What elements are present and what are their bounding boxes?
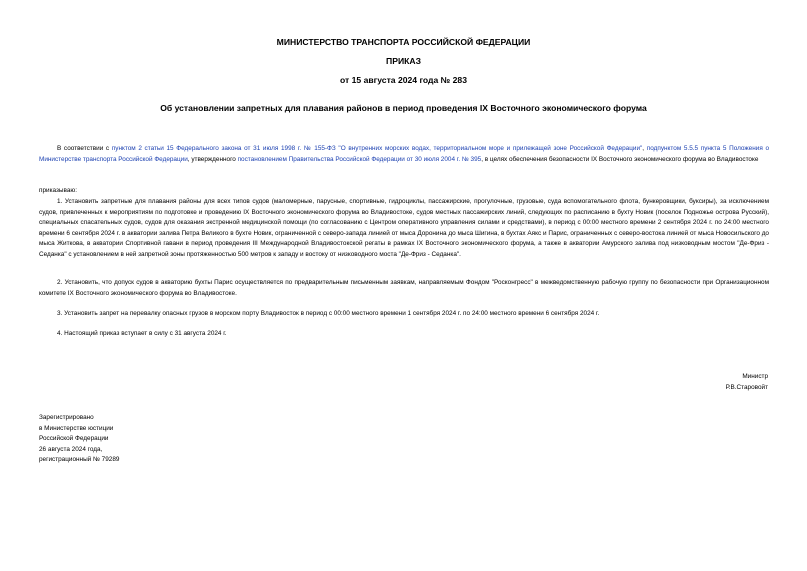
intro-text-3: , утвержденного (187, 155, 238, 163)
order-item-2: 2. Установить, что допуск судов в акваторию бухты Парис осуществляется по предварительным письменным заявкам, направляемым Фондом "Росконгресс" в межведомственную рабочую группу по безопасности при Организационном комитете IX Восточного экономического форума во Владивостоке. (39, 279, 769, 297)
document-subject: Об установлении запретных для плавания районов в период проведения IX Восточного экономического форума (160, 103, 647, 113)
registration-line: регистрационный № 79289 (39, 456, 120, 463)
government-decree-link[interactable]: постановлением Правительства Российской Федерации от 30 июля 2004 г. № 395 (237, 155, 482, 163)
order-item-1: 1. Установить запретные для плавания районы для всех типов судов (маломерные, парусные, спортивные, гидроциклы, пассажирские, прогулочные, грузовые, суда вспомогательного флота, бункеровщики, буксиры), за исключением судов, привлеченных к мероприятиям по подготовке и проведению IX Восточного экономического форума во Владивостоке, судов местных пассажирских линий, следующих по расписанию в бухту Новик (поселок Подножье острова Русский), специальных спасательных судов, судов для оказания экстренной медицинской помощи (по согласованию с Центром оперативного управления силами и средствами), в период с 00:00 местного времени 2 сентября 2024 г. по 24:00 местного времени 6 сентября 2024 г. в акватории залива Петра Великого в бухте Новик, ограниченной с северо-запада линией от мыса Доронина до мыса Шигина, в бухтах Аякс и Парис, ограниченных с северо-востока линией от мыса Новосильского до мыса Житкова, в акватории Спортивной гавани в период проведения III Международной Владивостокской регаты в рамках IX Восточного экономического форума, а также в акватории Амурского залива под низководным мостом "Де-Фриз - Седанка" с установлением в ней запретной зоны протяженностью 500 метров к западу и востоку от низководного моста "Де-Фриз - Седанка". (39, 198, 769, 258)
orders-word: приказываю: (39, 187, 77, 194)
signatory-position: Министр (742, 373, 768, 380)
registration-line: 26 августа 2024 года, (39, 445, 103, 453)
intro-paragraph (39, 144, 769, 165)
ministry-title: МИНИСТЕРСТВО ТРАНСПОРТА РОССИЙСКОЙ ФЕДЕРАЦИИ (276, 37, 531, 47)
regulation-subpoint-link[interactable]: подпунктом 5.5.5 пункта 5 Положения о Министерстве транспорта Российской Федерации (39, 145, 769, 163)
registration-line: Зарегистрировано (39, 414, 94, 421)
intro-text-1: В соответствии с (57, 145, 112, 152)
intro-text-4: , в целях обеспечения безопасности IX Восточного экономического форума во Владивостоке (481, 155, 759, 163)
federal-law-link[interactable]: пунктом 2 статьи 15 Федерального закона от 31 июля 1998 г. № 155-ФЗ "О внутренних морских водах, территориальном море и прилежащей зоне Российской Федерации" (111, 145, 643, 152)
registration-block (39, 413, 119, 466)
intro-text-2: , (642, 145, 647, 152)
order-item-4: 4. Настоящий приказ вступает в силу с 31 августа 2024 г. (57, 330, 227, 337)
registration-line: Российской Федерации (39, 435, 109, 442)
document-type: ПРИКАЗ (386, 56, 421, 66)
registration-line: в Министерстве юстиции (39, 424, 114, 432)
order-item-3: 3. Установить запрет на перевалку опасных грузов в морском порту Владивосток в период с 00:00 местного времени 1 сентября 2024 г. по 24:00 местного времени 6 сентября 2024 г. (57, 310, 600, 317)
signatory-name: Р.В.Старовойт (725, 383, 768, 391)
signature-block (726, 372, 768, 393)
document-date-number: от 15 августа 2024 года № 283 (340, 75, 467, 85)
